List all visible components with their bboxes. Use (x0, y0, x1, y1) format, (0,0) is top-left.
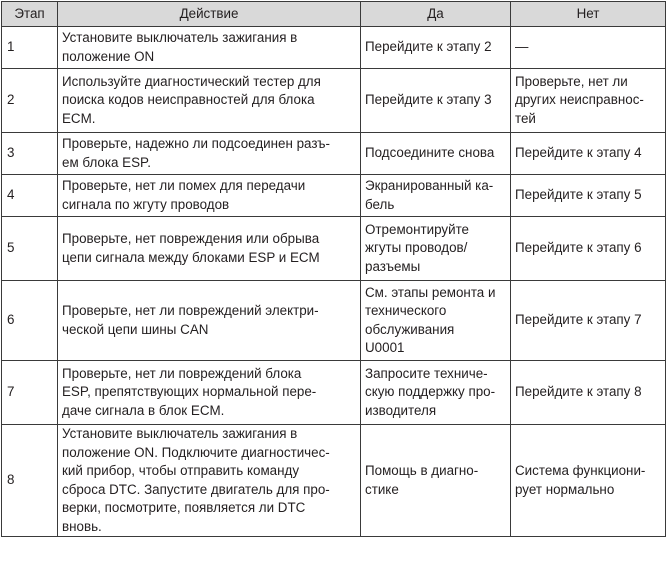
header-step: Этап (2, 2, 58, 27)
no-line: Перейдите к этапу 7 (515, 312, 642, 328)
step-cell: 2 (2, 69, 58, 133)
action-cell (58, 361, 361, 425)
no-line: — (515, 39, 529, 55)
action-line: ESP, препятствующих нормальной пере- (62, 384, 317, 400)
no-cell (511, 27, 666, 69)
action-cell (58, 133, 361, 175)
no-line: Система функциони- (515, 463, 646, 478)
no-line: Перейдите к этапу 5 (515, 187, 642, 203)
header-yes: Да (361, 2, 511, 27)
yes-cell (361, 175, 511, 217)
yes-line: U0001 (365, 340, 405, 355)
action-cell (58, 281, 361, 361)
action-line: Установите выключатель зажигания в (62, 426, 298, 441)
yes-line: Перейдите к этапу 2 (365, 39, 492, 55)
action-cell (58, 69, 361, 133)
step-cell: 1 (2, 27, 58, 69)
yes-cell (361, 425, 511, 537)
no-line: рует нормально (515, 481, 615, 497)
action-line: ECM. (62, 110, 96, 126)
yes-cell (361, 27, 511, 69)
step-cell: 5 (2, 217, 58, 281)
table-body (2, 27, 666, 537)
action-line: вновь. (62, 518, 102, 534)
no-line: Проверьте, нет ли (515, 73, 628, 89)
yes-line: стике (365, 481, 399, 497)
yes-line: Помощь в диагно- (365, 463, 479, 478)
header-action: Действие (58, 2, 361, 27)
action-line: даче сигнала в блок ECM. (62, 402, 225, 418)
action-cell (58, 27, 361, 69)
no-line: других неисправнос- (515, 92, 644, 108)
table-row (2, 27, 666, 69)
table-row (2, 281, 666, 361)
yes-line: изводителя (365, 402, 437, 418)
yes-line: Запросите техниче- (365, 365, 488, 381)
yes-line: бель (365, 196, 395, 212)
step-cell: 3 (2, 133, 58, 175)
header-row (2, 2, 666, 27)
yes-line: Подсоедините снова (365, 145, 495, 161)
no-cell (511, 69, 666, 133)
no-line: Перейдите к этапу 4 (515, 145, 642, 161)
header-no: Нет (511, 2, 666, 27)
yes-line: Экранированный ка- (365, 178, 494, 193)
action-line: положение ON. Подключите диагностичес- (62, 444, 330, 460)
action-line: цепи сигнала между блоками ESP и ECM (62, 249, 320, 265)
action-line: поиска кодов неисправностей для блока (62, 92, 315, 108)
yes-line: разъемы (365, 258, 421, 274)
yes-cell (361, 361, 511, 425)
action-line: Проверьте, нет повреждения или обрыва (62, 231, 320, 246)
no-cell (511, 175, 666, 217)
action-line: ем блока ESP. (62, 154, 151, 170)
no-cell (511, 425, 666, 537)
no-line: Перейдите к этапу 8 (515, 384, 642, 400)
step-cell: 8 (2, 425, 58, 537)
no-cell (511, 281, 666, 361)
yes-cell (361, 281, 511, 361)
action-line: Проверьте, нет ли повреждений электри- (62, 303, 319, 318)
table-row (2, 133, 666, 175)
action-line: ческой цепи шины CAN (62, 321, 209, 337)
diagnostic-table (1, 1, 666, 537)
yes-line: обслуживания (365, 321, 455, 337)
action-cell (58, 217, 361, 281)
no-line: тей (515, 110, 536, 126)
action-line: положение ON (62, 48, 155, 64)
yes-cell (361, 217, 511, 281)
action-line: сброса DTC. Запустите двигатель для про- (62, 481, 330, 497)
yes-line: См. этапы ремонта и (365, 284, 496, 300)
no-cell (511, 361, 666, 425)
step-cell: 6 (2, 281, 58, 361)
action-line: Установите выключатель зажигания в (62, 30, 298, 45)
yes-cell (361, 133, 511, 175)
table-row (2, 217, 666, 281)
action-line: Проверьте, нет ли повреждений блока (62, 365, 302, 381)
action-line: Проверьте, нет ли помех для передачи (62, 178, 306, 193)
action-line: кий прибор, чтобы отправить команду (62, 463, 300, 478)
yes-line: Перейдите к этапу 3 (365, 92, 492, 108)
table-row (2, 425, 666, 537)
step-cell: 4 (2, 175, 58, 217)
yes-cell (361, 69, 511, 133)
yes-line: скую поддержку про- (365, 384, 496, 400)
action-cell (58, 425, 361, 537)
yes-line: технического (365, 303, 447, 318)
action-line: верки, посмотрите, появляется ли DTC (62, 500, 306, 515)
yes-line: Отремонтируйте (365, 221, 470, 237)
table-row (2, 69, 666, 133)
step-cell: 7 (2, 361, 58, 425)
no-cell (511, 133, 666, 175)
yes-line: жгуты проводов/ (365, 240, 468, 256)
action-line: Проверьте, надежно ли подсоединен разъ- (62, 136, 330, 151)
no-line: Перейдите к этапу 6 (515, 240, 642, 256)
action-line: сигнала по жгуту проводов (62, 196, 230, 212)
action-line: Используйте диагностический тестер для (62, 73, 321, 89)
no-cell (511, 217, 666, 281)
action-cell (58, 175, 361, 217)
table-row (2, 175, 666, 217)
table-row (2, 361, 666, 425)
